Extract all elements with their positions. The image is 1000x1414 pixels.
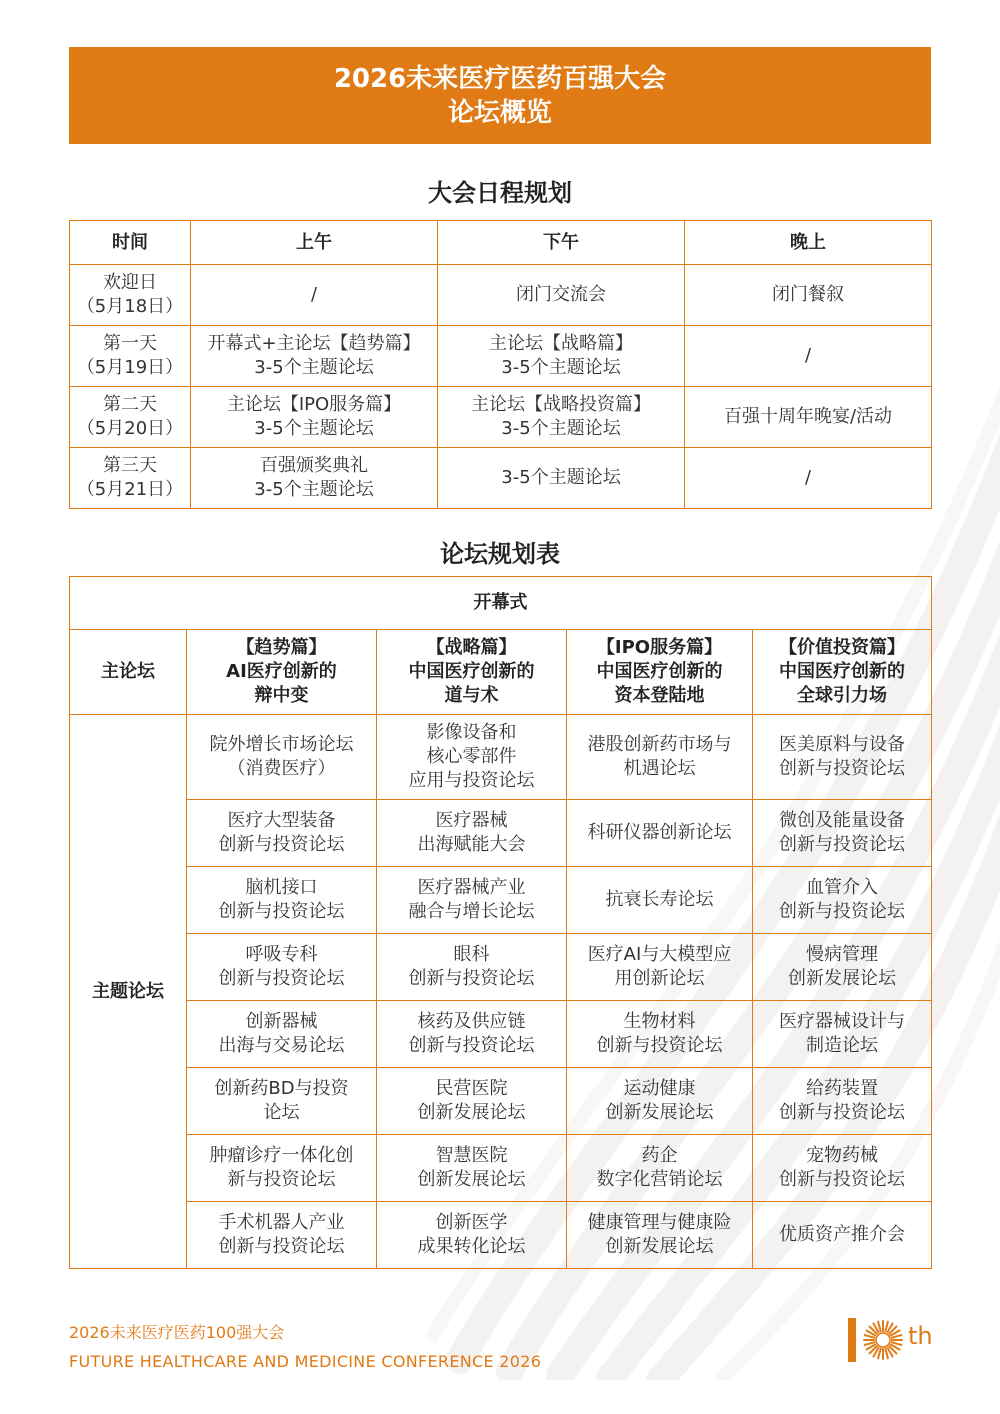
topic-line: 创新与投资论坛	[218, 834, 345, 855]
topic-forum-cell	[377, 1135, 567, 1202]
topic-forum-cell	[753, 1202, 932, 1269]
topic-forum-cell	[753, 867, 932, 934]
topic-forum-cell	[187, 934, 377, 1001]
topic-line: 数字化营销论坛	[596, 1169, 723, 1190]
topic-forum-cell	[187, 800, 377, 867]
topic-line: 科研仪器创新论坛	[587, 822, 732, 843]
topic-forum-row	[70, 934, 932, 1001]
topic-forum-cell	[753, 715, 932, 800]
footer-conference-english: FUTURE HEALTHCARE AND MEDICINE CONFERENCE 2026	[69, 1352, 542, 1371]
header-banner	[69, 47, 931, 144]
topic-line: 医疗器械	[435, 810, 508, 831]
topic-line: 宠物药械	[806, 1145, 879, 1166]
schedule-row	[70, 448, 932, 509]
topic-line: 生物材料	[623, 1011, 696, 1032]
topic-forum-cell	[753, 934, 932, 1001]
topic-forum-cell	[187, 1068, 377, 1135]
topic-forum-cell	[567, 1068, 753, 1135]
topic-line: 创新药BD与投资	[214, 1078, 349, 1099]
topic-forum-cell	[377, 1202, 567, 1269]
topic-line: 眼科	[453, 944, 490, 965]
morning-cell: 开幕式+主论坛【趋势篇】 3-5个主题论坛	[191, 326, 438, 387]
topic-forum-cell	[567, 934, 753, 1001]
schedule-header-row	[70, 221, 932, 265]
main-forum-label: 主论坛	[70, 630, 187, 715]
topic-line: 创新与投资论坛	[218, 1236, 345, 1257]
topic-forum-row	[70, 1068, 932, 1135]
topic-line: 论坛	[263, 1102, 300, 1123]
topic-forum-row	[70, 867, 932, 934]
schedule-title: 大会日程规划	[428, 179, 572, 207]
topic-line: 抗衰长寿论坛	[605, 889, 714, 910]
topic-line: 创新发展论坛	[605, 1236, 714, 1257]
day-cell	[70, 265, 191, 326]
main-forum-cell: 【战略篇】 中国医疗创新的 道与术	[377, 630, 567, 715]
topic-line: （消费医疗）	[227, 758, 336, 779]
topic-line: 医疗器械产业	[417, 877, 526, 898]
topic-forum-cell	[187, 1202, 377, 1269]
topic-line: 创新与投资论坛	[779, 1102, 906, 1123]
topic-line: 出海赋能大会	[417, 834, 526, 855]
topic-line: 成果转化论坛	[417, 1236, 526, 1257]
afternoon-cell: 主论坛【战略篇】 3-5个主题论坛	[438, 326, 685, 387]
topic-forum-cell	[187, 1001, 377, 1068]
evening-cell: /	[685, 326, 932, 387]
day-label: 第二天	[103, 394, 157, 415]
topic-line: 创新与投资论坛	[779, 758, 906, 779]
topic-line: 影像设备和	[426, 722, 517, 743]
topic-line: 血管介入	[806, 877, 879, 898]
topic-line: 创新发展论坛	[417, 1169, 526, 1190]
topic-line: 制造论坛	[806, 1035, 879, 1056]
day-cell	[70, 326, 191, 387]
schedule-table	[69, 220, 932, 509]
topic-forum-label: 主题论坛	[70, 715, 187, 1269]
sunburst-icon	[862, 1319, 904, 1361]
topic-line: 机遇论坛	[623, 758, 696, 779]
topic-line: 微创及能量设备	[779, 810, 906, 831]
topic-line: 肿瘤诊疗一体化创	[209, 1145, 354, 1166]
topic-forum-row	[70, 715, 932, 800]
topic-forum-cell	[567, 715, 753, 800]
evening-cell: 百强十周年晚宴/活动	[685, 387, 932, 448]
topic-forum-cell	[187, 1135, 377, 1202]
day-date: （5月19日）	[76, 357, 184, 378]
topic-line: 呼吸专科	[245, 944, 318, 965]
topic-line: 运动健康	[623, 1078, 696, 1099]
topic-forum-row	[70, 800, 932, 867]
topic-forum-cell	[377, 867, 567, 934]
topic-forum-row	[70, 1202, 932, 1269]
topic-line: 核药及供应链	[417, 1011, 526, 1032]
topic-forum-cell	[753, 1135, 932, 1202]
topic-line: 脑机接口	[245, 877, 318, 898]
topic-line: 创新与投资论坛	[779, 901, 906, 922]
topic-line: 融合与增长论坛	[408, 901, 535, 922]
topic-line: 应用与投资论坛	[408, 770, 535, 791]
tenth-anniversary-logo	[848, 1314, 958, 1366]
topic-line: 出海与交易论坛	[218, 1035, 345, 1056]
topic-line: 创新与投资论坛	[408, 968, 535, 989]
day-date: （5月20日）	[76, 418, 184, 439]
banner-title: 2026未来医疗医药百强大会	[333, 63, 667, 94]
day-date: （5月21日）	[76, 479, 184, 500]
main-forum-cell: 【价值投资篇】 中国医疗创新的 全球引力场	[753, 630, 932, 715]
day-cell	[70, 448, 191, 509]
topic-forum-cell	[753, 1068, 932, 1135]
topic-forum-cell	[567, 800, 753, 867]
topic-forum-row	[70, 1135, 932, 1202]
topic-line: 医疗AI与大模型应	[587, 944, 732, 965]
header-evening: 晚上	[685, 221, 932, 265]
afternoon-cell: 3-5个主题论坛	[438, 448, 685, 509]
topic-forum-cell	[377, 715, 567, 800]
afternoon-cell: 闭门交流会	[438, 265, 685, 326]
topic-forum-row	[70, 1001, 932, 1068]
topic-line: 创新与投资论坛	[779, 1169, 906, 1190]
topic-line: 药企	[641, 1145, 678, 1166]
morning-cell: 百强颁奖典礼 3-5个主题论坛	[191, 448, 438, 509]
main-forum-row	[70, 630, 932, 715]
header-morning: 上午	[191, 221, 438, 265]
morning-cell: 主论坛【IPO服务篇】 3-5个主题论坛	[191, 387, 438, 448]
topic-line: 创新发展论坛	[788, 968, 897, 989]
topic-line: 智慧医院	[435, 1145, 508, 1166]
afternoon-cell: 主论坛【战略投资篇】 3-5个主题论坛	[438, 387, 685, 448]
topic-forum-cell	[187, 715, 377, 800]
topic-line: 创新发展论坛	[417, 1102, 526, 1123]
day-date: （5月18日）	[76, 296, 184, 317]
header-afternoon: 下午	[438, 221, 685, 265]
schedule-row	[70, 387, 932, 448]
topic-line: 慢病管理	[806, 944, 879, 965]
logo-one-bar	[848, 1318, 856, 1362]
topic-line: 港股创新药市场与	[587, 734, 732, 755]
topic-forum-cell	[377, 1001, 567, 1068]
topic-line: 创新与投资论坛	[596, 1035, 723, 1056]
day-cell	[70, 387, 191, 448]
topic-line: 创新器械	[245, 1011, 318, 1032]
banner-subtitle: 论坛概览	[447, 97, 552, 128]
main-forum-cell: 【IPO服务篇】 中国医疗创新的 资本登陆地	[567, 630, 753, 715]
topic-line: 创新与投资论坛	[218, 901, 345, 922]
topic-line: 院外增长市场论坛	[209, 734, 354, 755]
evening-cell: 闭门餐叙	[685, 265, 932, 326]
topic-forum-cell	[377, 1068, 567, 1135]
topic-line: 医疗器械设计与	[779, 1011, 906, 1032]
footer-conference-name: 2026未来医疗医药100强大会	[69, 1323, 285, 1342]
topic-forum-cell	[567, 1001, 753, 1068]
day-label: 第三天	[103, 455, 157, 476]
topic-line: 创新医学	[435, 1212, 508, 1233]
topic-line: 手术机器人产业	[218, 1212, 345, 1233]
opening-cell: 开幕式	[70, 577, 932, 630]
topic-line: 优质资产推介会	[779, 1224, 906, 1245]
schedule-row	[70, 265, 932, 326]
forum-title: 论坛规划表	[440, 540, 560, 568]
topic-line: 医疗大型装备	[227, 810, 336, 831]
topic-forum-cell	[187, 867, 377, 934]
topic-forum-cell	[753, 1001, 932, 1068]
topic-forum-cell	[567, 1202, 753, 1269]
main-forum-cell: 【趋势篇】 AI医疗创新的 辩中变	[187, 630, 377, 715]
topic-line: 核心零部件	[426, 746, 517, 767]
topic-line: 创新与投资论坛	[779, 834, 906, 855]
topic-line: 民营医院	[435, 1078, 508, 1099]
evening-cell: /	[685, 448, 932, 509]
logo-suffix: th	[908, 1322, 933, 1350]
topic-line: 给药装置	[806, 1078, 879, 1099]
topic-line: 创新发展论坛	[605, 1102, 714, 1123]
topic-forum-cell	[567, 1135, 753, 1202]
day-label: 第一天	[103, 333, 157, 354]
forum-table	[69, 576, 932, 1269]
opening-row	[70, 577, 932, 630]
header-time: 时间	[70, 221, 191, 265]
topic-line: 创新与投资论坛	[218, 968, 345, 989]
topic-forum-cell	[567, 867, 753, 934]
day-label: 欢迎日	[103, 272, 157, 293]
schedule-row	[70, 326, 932, 387]
topic-line: 医美原料与设备	[779, 734, 906, 755]
topic-forum-cell	[753, 800, 932, 867]
topic-line: 创新与投资论坛	[408, 1035, 535, 1056]
topic-line: 用创新论坛	[614, 968, 705, 989]
topic-line: 新与投资论坛	[227, 1169, 336, 1190]
topic-forum-cell	[377, 934, 567, 1001]
morning-cell: /	[191, 265, 438, 326]
topic-line: 健康管理与健康险	[587, 1212, 732, 1233]
topic-forum-cell	[377, 800, 567, 867]
